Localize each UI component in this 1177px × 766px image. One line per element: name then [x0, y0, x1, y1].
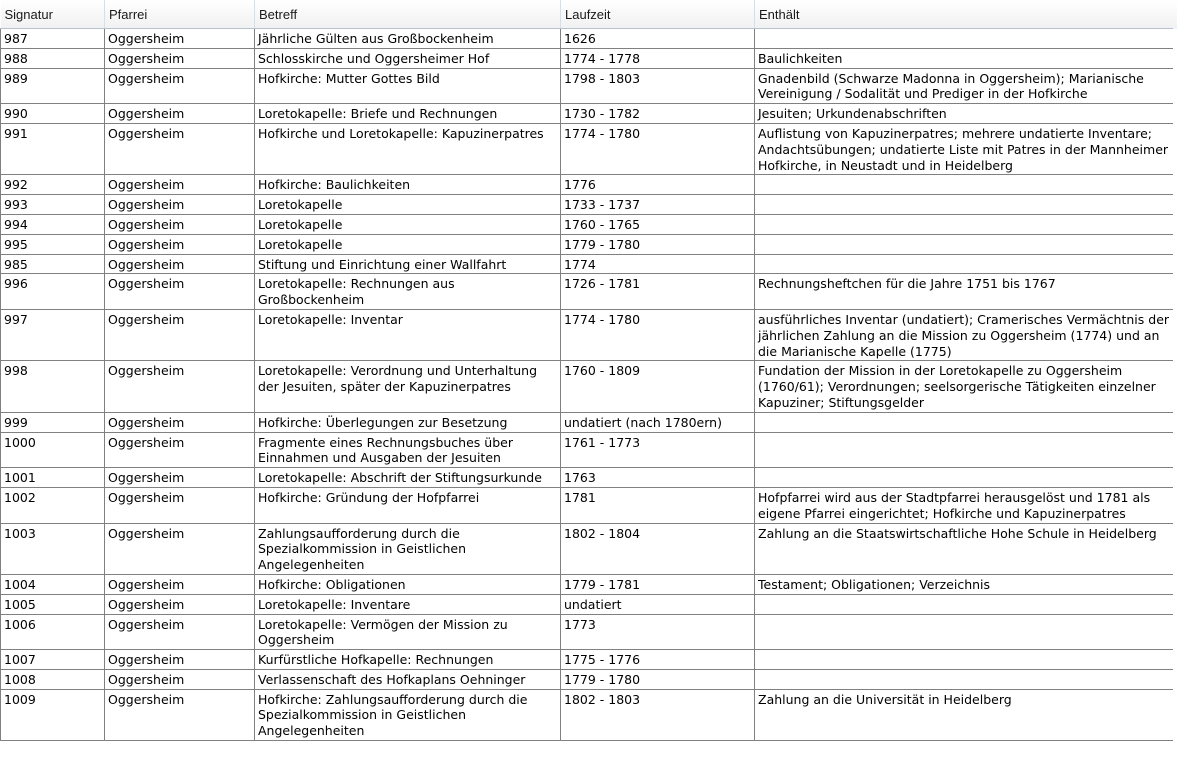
enthaelt-cell[interactable]: [755, 29, 1174, 49]
table-row[interactable]: [1, 361, 1174, 412]
table-row[interactable]: [1, 650, 1174, 670]
signatur-cell[interactable]: 1000: [1, 432, 105, 468]
pfarrei-cell[interactable]: Oggersheim: [105, 689, 255, 740]
betreff-cell[interactable]: Kurfürstliche Hofkapelle: Rechnungen: [255, 650, 561, 670]
pfarrei-cell[interactable]: Oggersheim: [105, 361, 255, 412]
signatur-cell[interactable]: 985: [1, 254, 105, 274]
signatur-cell[interactable]: 998: [1, 361, 105, 412]
column-header-betreff[interactable]: Betreff: [255, 0, 561, 29]
enthaelt-cell[interactable]: Fundation der Mission in der Loretokapelle zu Oggersheim (1760/61); Verordnungen; seelsorgerische Tätigkeiten einzelner Kapuziner; Stiftungsgelder: [755, 361, 1174, 412]
laufzeit-cell[interactable]: undatiert: [561, 594, 755, 614]
betreff-cell[interactable]: Hofkirche: Mutter Gottes Bild: [255, 68, 561, 104]
enthaelt-cell[interactable]: Testament; Obligationen; Verzeichnis: [755, 574, 1174, 594]
betreff-cell[interactable]: Stiftung und Einrichtung einer Wallfahrt: [255, 254, 561, 274]
signatur-cell[interactable]: 992: [1, 175, 105, 195]
laufzeit-cell[interactable]: 1781: [561, 487, 755, 523]
enthaelt-cell[interactable]: Jesuiten; Urkundenabschriften: [755, 104, 1174, 124]
signatur-cell[interactable]: 1007: [1, 650, 105, 670]
signatur-cell[interactable]: 999: [1, 412, 105, 432]
laufzeit-cell[interactable]: 1798 - 1803: [561, 68, 755, 104]
enthaelt-cell[interactable]: ausführliches Inventar (undatiert); Cramerisches Vermächtnis der jährlichen Zahlung an die Mission zu Oggersheim (1774) und an die Marianische Kapelle (1775): [755, 309, 1174, 360]
pfarrei-cell[interactable]: Oggersheim: [105, 195, 255, 215]
enthaelt-cell[interactable]: [755, 412, 1174, 432]
laufzeit-cell[interactable]: 1779 - 1780: [561, 234, 755, 254]
betreff-cell[interactable]: Hofkirche und Loretokapelle: Kapuzinerpatres: [255, 123, 561, 174]
betreff-cell[interactable]: Verlassenschaft des Hofkaplans Oehninger: [255, 669, 561, 689]
table-row[interactable]: [1, 254, 1174, 274]
betreff-cell[interactable]: Loretokapelle: [255, 195, 561, 215]
signatur-cell[interactable]: 1008: [1, 669, 105, 689]
pfarrei-cell[interactable]: Oggersheim: [105, 412, 255, 432]
signatur-cell[interactable]: 988: [1, 48, 105, 68]
betreff-cell[interactable]: Loretokapelle: Abschrift der Stiftungsurkunde: [255, 468, 561, 488]
signatur-cell[interactable]: 1004: [1, 574, 105, 594]
column-header-pfarrei[interactable]: Pfarrei: [105, 0, 255, 29]
table-row[interactable]: [1, 29, 1174, 49]
signatur-cell[interactable]: 1005: [1, 594, 105, 614]
enthaelt-cell[interactable]: [755, 594, 1174, 614]
enthaelt-cell[interactable]: [755, 195, 1174, 215]
signatur-cell[interactable]: 1009: [1, 689, 105, 740]
pfarrei-cell[interactable]: Oggersheim: [105, 650, 255, 670]
betreff-cell[interactable]: Hofkirche: Baulichkeiten: [255, 175, 561, 195]
enthaelt-cell[interactable]: [755, 432, 1174, 468]
laufzeit-cell[interactable]: 1774 - 1780: [561, 123, 755, 174]
table-row[interactable]: [1, 309, 1174, 360]
betreff-cell[interactable]: Hofkirche: Zahlungsaufforderung durch die Spezialkommission in Geistlichen Angelegenheiten: [255, 689, 561, 740]
column-header-laufzeit[interactable]: Laufzeit: [561, 0, 755, 29]
betreff-cell[interactable]: Loretokapelle: Vermögen der Mission zu Oggersheim: [255, 614, 561, 650]
laufzeit-cell[interactable]: 1760 - 1809: [561, 361, 755, 412]
pfarrei-cell[interactable]: Oggersheim: [105, 432, 255, 468]
column-header-enthaelt[interactable]: Enthält: [755, 0, 1174, 29]
header-row: [1, 0, 1174, 29]
signatur-cell[interactable]: 993: [1, 195, 105, 215]
pfarrei-cell[interactable]: Oggersheim: [105, 254, 255, 274]
pfarrei-cell[interactable]: Oggersheim: [105, 614, 255, 650]
betreff-cell[interactable]: Loretokapelle: Inventare: [255, 594, 561, 614]
betreff-cell[interactable]: Loretokapelle: [255, 214, 561, 234]
pfarrei-cell[interactable]: Oggersheim: [105, 175, 255, 195]
enthaelt-cell[interactable]: Zahlung an die Staatswirtschaftliche Hohe Schule in Heidelberg: [755, 523, 1174, 574]
signatur-cell[interactable]: 994: [1, 214, 105, 234]
betreff-cell[interactable]: Loretokapelle: [255, 234, 561, 254]
laufzeit-cell[interactable]: 1779 - 1780: [561, 669, 755, 689]
signatur-cell[interactable]: 997: [1, 309, 105, 360]
enthaelt-cell[interactable]: Gnadenbild (Schwarze Madonna in Oggersheim); Marianische Vereinigung / Sodalität und Prediger in der Hofkirche: [755, 68, 1174, 104]
pfarrei-cell[interactable]: Oggersheim: [105, 234, 255, 254]
signatur-cell[interactable]: 1003: [1, 523, 105, 574]
table-row[interactable]: [1, 104, 1174, 124]
table-row[interactable]: [1, 274, 1174, 310]
signatur-cell[interactable]: 995: [1, 234, 105, 254]
signatur-cell[interactable]: 989: [1, 68, 105, 104]
enthaelt-cell[interactable]: Rechnungsheftchen für die Jahre 1751 bis 1767: [755, 274, 1174, 310]
laufzeit-cell[interactable]: 1774 - 1778: [561, 48, 755, 68]
table-row[interactable]: [1, 614, 1174, 650]
laufzeit-cell[interactable]: 1763: [561, 468, 755, 488]
signatur-cell[interactable]: 1002: [1, 487, 105, 523]
column-header-signatur[interactable]: Signatur: [1, 0, 105, 29]
betreff-cell[interactable]: Hofkirche: Gründung der Hofpfarrei: [255, 487, 561, 523]
pfarrei-cell[interactable]: Oggersheim: [105, 68, 255, 104]
enthaelt-cell[interactable]: [755, 650, 1174, 670]
pfarrei-cell[interactable]: Oggersheim: [105, 309, 255, 360]
pfarrei-cell[interactable]: Oggersheim: [105, 523, 255, 574]
table-row[interactable]: [1, 594, 1174, 614]
table-row[interactable]: [1, 412, 1174, 432]
pfarrei-cell[interactable]: Oggersheim: [105, 274, 255, 310]
table-row[interactable]: [1, 195, 1174, 215]
table-row[interactable]: [1, 214, 1174, 234]
table-row[interactable]: [1, 574, 1174, 594]
pfarrei-cell[interactable]: Oggersheim: [105, 594, 255, 614]
betreff-cell[interactable]: Hofkirche: Überlegungen zur Besetzung: [255, 412, 561, 432]
pfarrei-cell[interactable]: Oggersheim: [105, 104, 255, 124]
betreff-cell[interactable]: Zahlungsaufforderung durch die Spezialkommission in Geistlichen Angelegenheiten: [255, 523, 561, 574]
pfarrei-cell[interactable]: Oggersheim: [105, 214, 255, 234]
laufzeit-cell[interactable]: 1802 - 1804: [561, 523, 755, 574]
pfarrei-cell[interactable]: Oggersheim: [105, 574, 255, 594]
enthaelt-cell[interactable]: Baulichkeiten: [755, 48, 1174, 68]
table-row[interactable]: [1, 175, 1174, 195]
table-row[interactable]: [1, 68, 1174, 104]
enthaelt-cell[interactable]: [755, 468, 1174, 488]
signatur-cell[interactable]: 996: [1, 274, 105, 310]
laufzeit-cell[interactable]: 1773: [561, 614, 755, 650]
table-row[interactable]: [1, 487, 1174, 523]
laufzeit-cell[interactable]: 1776: [561, 175, 755, 195]
betreff-cell[interactable]: Jährliche Gülten aus Großbockenheim: [255, 29, 561, 49]
table-row[interactable]: [1, 669, 1174, 689]
laufzeit-cell[interactable]: 1775 - 1776: [561, 650, 755, 670]
laufzeit-cell[interactable]: 1802 - 1803: [561, 689, 755, 740]
table-row[interactable]: [1, 432, 1174, 468]
table-row[interactable]: [1, 234, 1174, 254]
table-row[interactable]: [1, 689, 1174, 740]
laufzeit-cell[interactable]: 1726 - 1781: [561, 274, 755, 310]
signatur-cell[interactable]: 990: [1, 104, 105, 124]
pfarrei-cell[interactable]: Oggersheim: [105, 487, 255, 523]
betreff-cell[interactable]: Loretokapelle: Briefe und Rechnungen: [255, 104, 561, 124]
betreff-cell[interactable]: Schlosskirche und Oggersheimer Hof: [255, 48, 561, 68]
enthaelt-cell[interactable]: [755, 234, 1174, 254]
laufzeit-cell[interactable]: 1760 - 1765: [561, 214, 755, 234]
betreff-cell[interactable]: Loretokapelle: Verordnung und Unterhaltung der Jesuiten, später der Kapuzinerpatres: [255, 361, 561, 412]
signatur-cell[interactable]: 1006: [1, 614, 105, 650]
vertical-scrollbar[interactable]: [1173, 29, 1177, 766]
pfarrei-cell[interactable]: Oggersheim: [105, 669, 255, 689]
enthaelt-cell[interactable]: [755, 254, 1174, 274]
laufzeit-cell[interactable]: 1733 - 1737: [561, 195, 755, 215]
laufzeit-cell[interactable]: 1774 - 1780: [561, 309, 755, 360]
signatur-cell[interactable]: 987: [1, 29, 105, 49]
enthaelt-cell[interactable]: [755, 214, 1174, 234]
betreff-cell[interactable]: Loretokapelle: Rechnungen aus Großbockenheim: [255, 274, 561, 310]
laufzeit-cell[interactable]: undatiert (nach 1780ern): [561, 412, 755, 432]
signatur-cell[interactable]: 991: [1, 123, 105, 174]
laufzeit-cell[interactable]: 1626: [561, 29, 755, 49]
enthaelt-cell[interactable]: [755, 614, 1174, 650]
betreff-cell[interactable]: Hofkirche: Obligationen: [255, 574, 561, 594]
enthaelt-cell[interactable]: Zahlung an die Universität in Heidelberg: [755, 689, 1174, 740]
enthaelt-cell[interactable]: Auflistung von Kapuzinerpatres; mehrere undatierte Inventare; Andachtsübungen; undatierte Liste mit Patres in der Mannheimer Hofkirche, in Neustadt und in Heidelberg: [755, 123, 1174, 174]
betreff-cell[interactable]: Loretokapelle: Inventar: [255, 309, 561, 360]
table-row[interactable]: [1, 48, 1174, 68]
header-filler: [1173, 0, 1177, 30]
betreff-cell[interactable]: Fragmente eines Rechnungsbuches über Einnahmen und Ausgaben der Jesuiten: [255, 432, 561, 468]
pfarrei-cell[interactable]: Oggersheim: [105, 123, 255, 174]
table-row[interactable]: [1, 523, 1174, 574]
pfarrei-cell[interactable]: Oggersheim: [105, 48, 255, 68]
enthaelt-cell[interactable]: Hofpfarrei wird aus der Stadtpfarrei herausgelöst und 1781 als eigene Pfarrei eingerichtet; Hofkirche und Kapuzinerpatres: [755, 487, 1174, 523]
table-body: [1, 29, 1174, 741]
laufzeit-cell[interactable]: 1761 - 1773: [561, 432, 755, 468]
table-row[interactable]: [1, 468, 1174, 488]
laufzeit-cell[interactable]: 1779 - 1781: [561, 574, 755, 594]
laufzeit-cell[interactable]: 1730 - 1782: [561, 104, 755, 124]
table-row[interactable]: [1, 123, 1174, 174]
pfarrei-cell[interactable]: Oggersheim: [105, 29, 255, 49]
enthaelt-cell[interactable]: [755, 175, 1174, 195]
pfarrei-cell[interactable]: Oggersheim: [105, 468, 255, 488]
enthaelt-cell[interactable]: [755, 669, 1174, 689]
laufzeit-cell[interactable]: 1774: [561, 254, 755, 274]
signatur-cell[interactable]: 1001: [1, 468, 105, 488]
